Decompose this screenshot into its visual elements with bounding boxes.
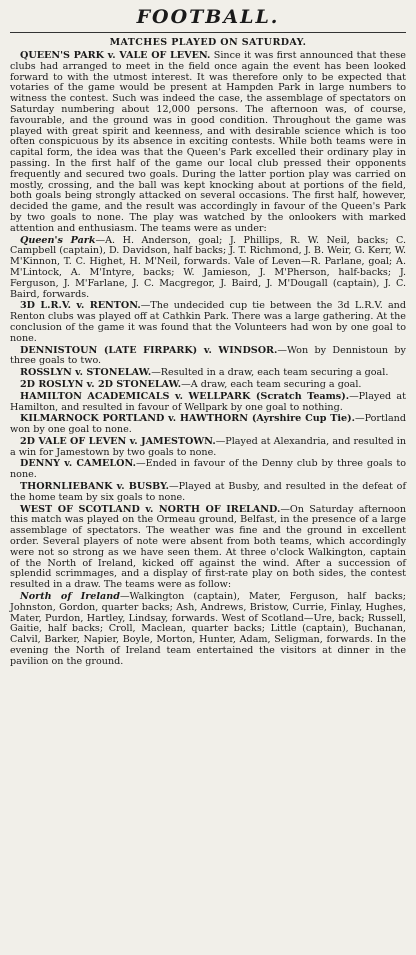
- article-3d-lrv-renton: 3D L.R.V. v. RENTON.—The undecided cup tie between the 3d L.R.V. and Renton clubs was played off at Cathkin Park. There was a large gathering. At the conclusion of the game it was found that the Volunteers had won by one goal to none.: [10, 300, 407, 344]
- article-rosslyn-stonelaw: ROSSLYN v. STONELAW.—Resulted in a draw, each team securing a goal.: [20, 367, 389, 379]
- title-rule: [10, 32, 406, 33]
- article-dennistoun-windsor: DENNISTOUN (LATE FIRPARK) v. WINDSOR.—Won by Dennistoun by three goals to two.: [10, 344, 406, 367]
- article-north-ireland-lineups: North of Ireland—Walkington (captain), Mater, Ferguson, half backs; Johnston, Gordon, quarter backs; Ash, Andrews, Bristow, Currie, Finlay, Hughes, Mater, Purdon, Hartley, Lindsay, forwards. West of Scotland—Ure, back; Russell, Gaitie, half backs; Croll, Maclean, quarter backs; Little (captain), Buchanan, Calvil, Barker, Napier, Boyle, Morton, Hunter, Adam, Seligman, forwards. In the evening the North of Ireland team entertained the visitors at dinner in the pavilion on the ground.: [10, 591, 406, 667]
- article-kilmarnock-hawthorn: KILMARNOCK PORTLAND v. HAWTHORN (Ayrshire Cup Tie).—Portland won by one goal to none.: [10, 413, 406, 436]
- article-denny-camelon: DENNY v. CAMELON.—Ended in favour of the Denny club by three goals to none.: [10, 458, 407, 481]
- article-hamilton-wellpark: HAMILTON ACADEMICALS v. WELLPARK (Scratch Teams).—Played at Hamilton, and resulted in favour of Wellpark by one goal to nothing.: [10, 390, 406, 413]
- article-2d-vale-jamestown: 2D VALE OF LEVEN v. JAMESTOWN.—Played at Alexandria, and resulted in a win for Jamestown by two goals to none.: [10, 435, 406, 458]
- section-heading: MATCHES PLAYED ON SATURDAY.: [109, 37, 307, 48]
- article-queens-park-vale-of-leven: QUEEN'S PARK v. VALE OF LEVEN. Since it was first announced that these clubs had arranged to meet in the field once again the event has been looked forward to with the utmost interest. It was therefore only to be expected that votaries of the game would be present at Hampden Park in large numbers to witness the contest. Such was indeed the case, the assemblage of spectators on Saturday numbering about 12,000 persons. The afternoon was, of course, favourable, and the ground was in good condition. Throughout the game was played with great spirit and keenness, and with desirable science which is too often conspicuous by its absence in exciting contests. While both teams were in capital form, the idea was that the Queen's Park excelled their ordinary play in passing. In the first half of the game our local club pressed their opponents frequently and secured two goals. During the latter portion play was carried on mostly, crossing, and the ball was kept knocking about at portions of the field, both goals being strongly attacked on several occasions. The first half, however, decided the game, and the result was accordingly in favour of the Queen's Park by two goals to none. The play was watched by the onlookers with marked attention and enthusiasm. The teams were as under:: [10, 50, 406, 234]
- article-team-lineups: Queen's Park—A. H. Anderson, goal; J. Phillips, R. W. Neil, backs; C. Campbell (captain), D. Davidson, half backs; J. T. Richmond, J. B. Weir, G. Kerr, W. M'Kinnon, T. C. Highet, H. M'Neil, forwards. Vale of Leven—R. Parlane, goal; A. M'Lintock, A. M'Intyre, backs; W. Jamieson, J. M'Pherson, half-backs; J. Ferguson, J. M'Farlane, J. C. Macgregor, J. Baird, J. M'Dougall (captain), J. C. Baird, forwards.: [10, 234, 406, 300]
- page-title: FOOTBALL.: [136, 6, 280, 28]
- article-2d-roslyn-2d-stonelaw: 2D ROSLYN v. 2D STONELAW.—A draw, each team securing a goal.: [20, 378, 362, 390]
- article-thornliebank-busby: THORNLIEBANK v. BUSBY.—Played at Busby, and resulted in the defeat of the home team by six goals to none.: [10, 481, 406, 503]
- article-west-scotland-north-ireland: WEST OF SCOTLAND v. NORTH OF IRELAND.—On Saturday afternoon this match was played on the Ormeau ground, Belfast, in the presence of a large assemblage of spectators. The weather was fine and the ground in excellent order. Several players of note were absent from both teams, which accordingly were not so strong as we have seen them. At three o'clock Walkington, captain of the North of Ireland, kicked off against the wind. After a succession of splendid scrimmages, and a display of first-rate play on both sides, the contest resulted in a draw. The teams were as follow:: [10, 503, 406, 591]
